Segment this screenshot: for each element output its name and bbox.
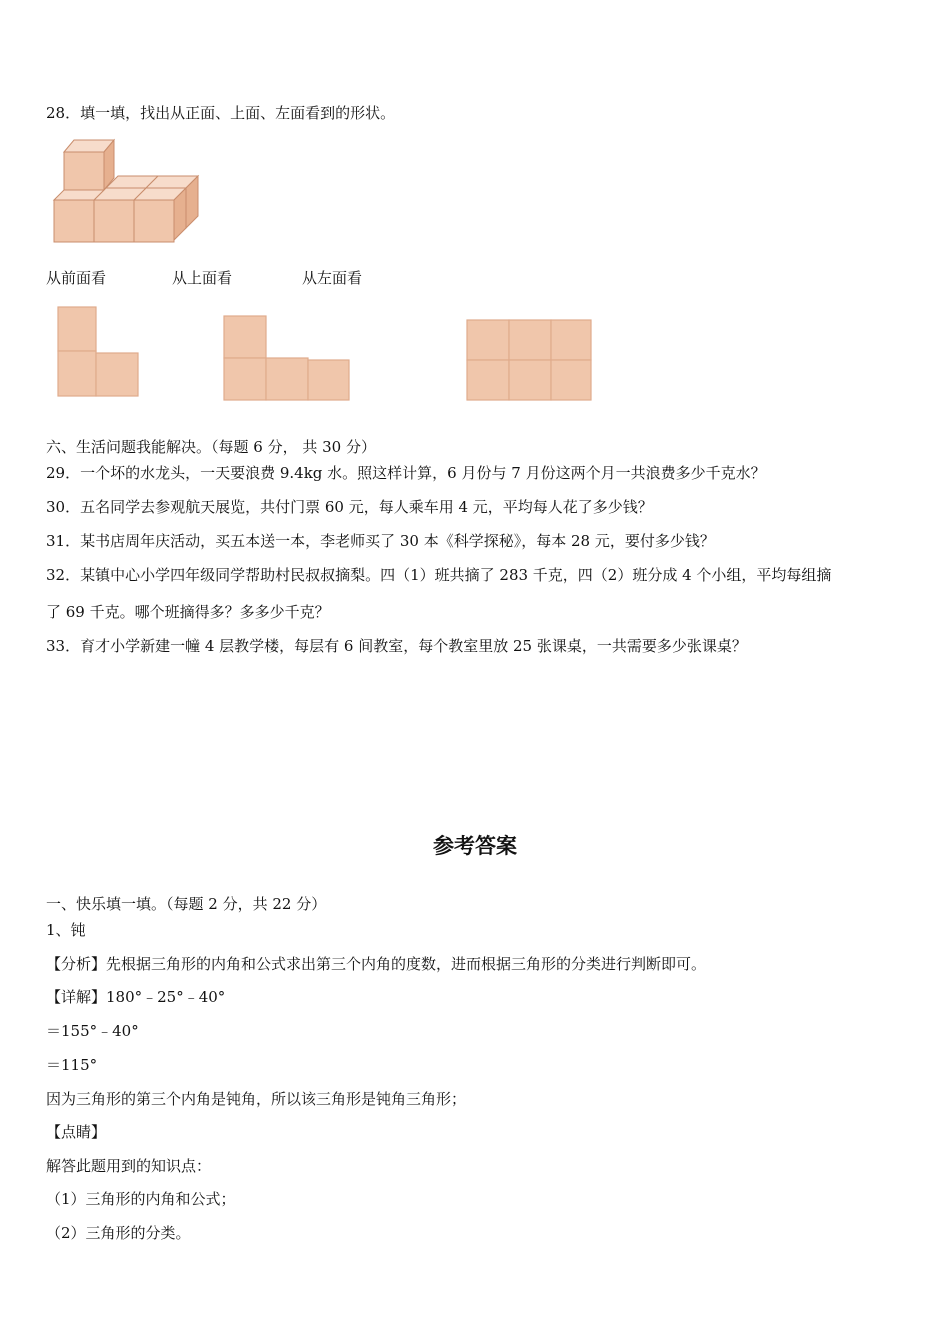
- answer-step-3: ＝115°: [46, 1056, 98, 1074]
- answer-1: 1、钝: [46, 921, 86, 939]
- label-front-view: 从前面看: [46, 269, 107, 287]
- front-view-figure: [56, 305, 146, 400]
- question-28: 28．填一填，找出从正面、上面、左面看到的形状。: [46, 104, 396, 122]
- question-32-line1: 32．某镇中心小学四年级同学帮助村民叔叔摘梨。四（1）班共摘了 283 千克，四（2）班分成 4 个小组，平均每组摘: [46, 566, 832, 584]
- answer-knowledge: 解答此题用到的知识点：: [46, 1157, 212, 1175]
- answer-knowledge-1: （1）三角形的内角和公式；: [46, 1190, 236, 1208]
- top-view-figure: [222, 314, 354, 404]
- question-31: 31．某书店周年庆活动，买五本送一本，李老师买了 30 本《科学探秘》，每本 28 元，要付多少钱？: [46, 532, 715, 550]
- question-29: 29．一个坏的水龙头，一天要浪费 9.4kg 水。照这样计算，6 月份与 7 月份这两个月一共浪费多少千克水？: [46, 464, 766, 482]
- answer-knowledge-2: （2）三角形的分类。: [46, 1224, 191, 1242]
- answer-comment: 【点睛】: [46, 1123, 107, 1141]
- question-30: 30．五名同学去参观航天展览，共付门票 60 元，每人乘车用 4 元，平均每人花了多少钱？: [46, 498, 653, 516]
- question-33: 33．育才小学新建一幢 4 层教学楼，每层有 6 间教室，每个教室里放 25 张课桌，一共需要多少张课桌？: [46, 637, 747, 655]
- section-6-heading: 六、生活问题我能解决。（每题 6 分， 共 30 分）: [46, 438, 376, 456]
- label-top-view: 从上面看: [172, 269, 233, 287]
- question-32-line2: 了 69 千克。哪个班摘得多？多多少千克？: [46, 603, 330, 621]
- answer-conclusion: 因为三角形的第三个内角是钝角，所以该三角形是钝角三角形；: [46, 1090, 467, 1108]
- answer-detail: 【详解】180°﹣25°﹣40°: [46, 988, 226, 1006]
- answer-step-2: ＝155°﹣40°: [46, 1022, 139, 1040]
- answers-title: 参考答案: [433, 834, 517, 858]
- label-left-view: 从左面看: [302, 269, 363, 287]
- cube-figure: [46, 130, 206, 250]
- answer-analysis: 【分析】先根据三角形的内角和公式求出第三个内角的度数，进而根据三角形的分类进行判断即可。: [46, 955, 707, 973]
- answers-section-1: 一、快乐填一填。（每题 2 分，共 22 分）: [46, 895, 327, 913]
- left-view-figure: [465, 318, 597, 404]
